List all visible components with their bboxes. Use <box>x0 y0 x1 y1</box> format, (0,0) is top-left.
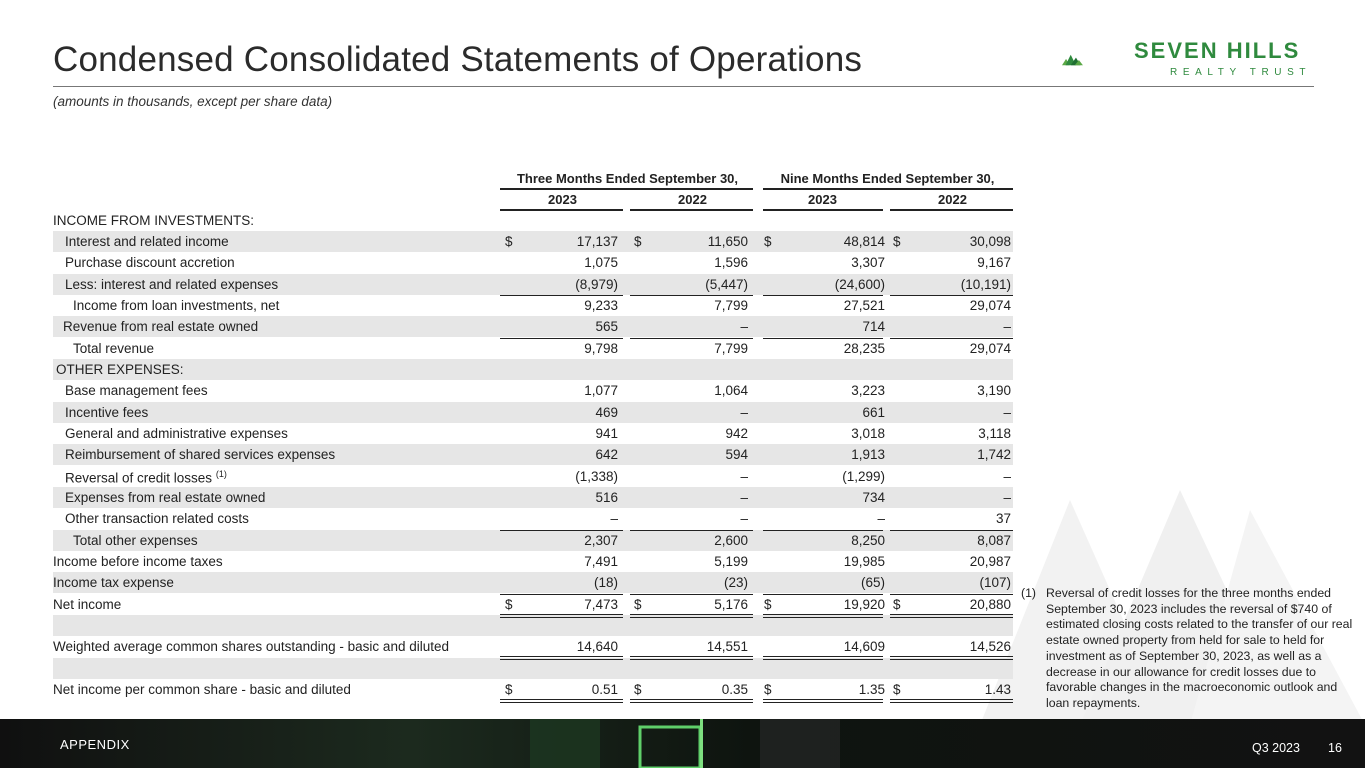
value-cell: 9,798 <box>584 341 618 356</box>
subtotal-rule <box>630 530 753 531</box>
value-cell: (1,338) <box>575 469 618 484</box>
dollar-sign: $ <box>893 597 901 612</box>
row-label: Income before income taxes <box>53 554 223 569</box>
value-cell: 19,920 <box>843 597 885 612</box>
table-row-spacer <box>53 615 1013 636</box>
double-rule <box>890 614 1013 615</box>
double-rule <box>630 614 753 615</box>
value-cell: 3,190 <box>977 383 1011 398</box>
row-label: OTHER EXPENSES: <box>56 362 184 377</box>
table-row <box>53 551 1013 572</box>
footnote-ref: (1) <box>215 469 227 479</box>
dollar-sign: $ <box>634 597 642 612</box>
footer-quarter: Q3 2023 <box>1252 741 1300 755</box>
double-rule <box>890 699 1013 700</box>
double-rule <box>500 699 623 700</box>
value-cell: 2,307 <box>584 533 618 548</box>
value-cell: 5,199 <box>714 554 748 569</box>
double-rule <box>630 659 753 660</box>
value-cell: 1,075 <box>584 255 618 270</box>
row-label: Total other expenses <box>73 533 198 548</box>
value-cell: 7,799 <box>714 341 748 356</box>
row-label: General and administrative expenses <box>65 426 288 441</box>
page-title: Condensed Consolidated Statements of Operations <box>53 40 863 79</box>
value-cell: (1,299) <box>842 469 885 484</box>
value-cell: 3,307 <box>851 255 885 270</box>
table-row <box>53 466 1013 487</box>
value-cell: (10,191) <box>960 277 1011 292</box>
title-rule <box>53 86 1314 87</box>
value-cell: 1.35 <box>858 682 885 697</box>
double-rule <box>630 617 753 618</box>
row-label: Revenue from real estate owned <box>63 319 259 334</box>
value-cell: 37 <box>995 511 1011 526</box>
value-cell: 941 <box>595 426 618 441</box>
dollar-sign: $ <box>893 234 901 249</box>
table-row <box>53 231 1013 252</box>
value-cell: 29,074 <box>969 298 1011 313</box>
value-cell: – <box>1003 319 1011 334</box>
value-cell: (65) <box>860 575 885 590</box>
value-cell: 516 <box>595 490 618 505</box>
table-row <box>53 295 1013 316</box>
row-label: Income tax expense <box>53 575 174 590</box>
row-label-text: Reversal of credit losses <box>65 470 213 486</box>
value-cell: 7,799 <box>714 298 748 313</box>
double-rule <box>500 617 623 618</box>
subtotal-rule <box>630 594 753 595</box>
value-cell: 9,167 <box>977 255 1011 270</box>
double-rule <box>763 699 883 700</box>
row-label: INCOME FROM INVESTMENTS: <box>53 213 255 228</box>
header-year-1: 2023 <box>548 192 577 207</box>
value-cell: 28,235 <box>843 341 885 356</box>
value-cell: 17,137 <box>576 234 618 249</box>
value-cell: – <box>1003 490 1011 505</box>
subtotal-rule <box>500 594 623 595</box>
row-label: Expenses from real estate owned <box>65 490 266 505</box>
table-row <box>53 508 1013 529</box>
value-cell: – <box>1003 405 1011 420</box>
value-cell: 642 <box>595 447 618 462</box>
double-rule <box>500 702 623 703</box>
row-label: Income from loan investments, net <box>73 298 280 313</box>
seven-hills-logo-icon <box>1062 38 1137 82</box>
value-cell: 0.51 <box>591 682 618 697</box>
double-rule <box>890 656 1013 657</box>
value-cell: – <box>610 511 618 526</box>
double-rule <box>890 702 1013 703</box>
value-cell: – <box>740 319 748 334</box>
double-rule <box>500 659 623 660</box>
subtotal-rule <box>890 295 1013 296</box>
row-label: Less: interest and related expenses <box>65 277 279 292</box>
logo-subtitle: REALTY TRUST <box>1170 67 1312 78</box>
subtotal-rule <box>890 338 1013 339</box>
dollar-sign: $ <box>764 682 772 697</box>
value-cell: – <box>877 511 885 526</box>
subtotal-rule <box>630 338 753 339</box>
value-cell: (8,979) <box>575 277 618 292</box>
row-label: Reimbursement of shared services expenses <box>65 447 336 462</box>
double-rule <box>500 614 623 615</box>
page-subtitle: (amounts in thousands, except per share data) <box>53 94 333 109</box>
double-rule <box>500 656 623 657</box>
table-row <box>53 530 1013 551</box>
value-cell: – <box>740 490 748 505</box>
footnote-text: Reversal of credit losses for the three months ended September 30, 2023 includes the reversal of $740 of estimated closing costs related to the transfer of our real estate owned property from held for sale to held for investment as of September 30, 2023, as well as a decrease in our allowance for credit losses due to favorable changes in the macroeconomic outlook and loan repayments. <box>1046 586 1353 710</box>
subtotal-rule <box>890 530 1013 531</box>
row-label: Interest and related income <box>65 234 229 249</box>
value-cell: 714 <box>862 319 885 334</box>
value-cell: 14,526 <box>969 639 1011 654</box>
footer-page-number: 16 <box>1328 741 1342 755</box>
table-row <box>53 359 1013 380</box>
value-cell: 27,521 <box>843 298 885 313</box>
table-row <box>53 380 1013 401</box>
value-cell: 19,985 <box>843 554 885 569</box>
value-cell: 7,473 <box>584 597 618 612</box>
value-cell: 734 <box>862 490 885 505</box>
header-year-3: 2023 <box>808 192 837 207</box>
dollar-sign: $ <box>505 597 513 612</box>
value-cell: 20,987 <box>969 554 1011 569</box>
value-cell: 29,074 <box>969 341 1011 356</box>
value-cell: 14,551 <box>706 639 748 654</box>
dollar-sign: $ <box>634 682 642 697</box>
value-cell: 7,491 <box>584 554 618 569</box>
subtotal-rule <box>890 594 1013 595</box>
value-cell: 594 <box>725 447 748 462</box>
row-label: Weighted average common shares outstanding - basic and diluted <box>53 639 449 654</box>
value-cell: 30,098 <box>969 234 1011 249</box>
value-cell: – <box>1003 469 1011 484</box>
value-cell: 942 <box>725 426 748 441</box>
subtotal-rule <box>500 530 623 531</box>
dollar-sign: $ <box>764 234 772 249</box>
footer-bar <box>0 719 1365 768</box>
row-label: Purchase discount accretion <box>65 255 235 270</box>
table-row <box>53 444 1013 465</box>
value-cell: 2,600 <box>714 533 748 548</box>
row-label: Net income per common share - basic and diluted <box>53 682 351 697</box>
header-nine-months-rule <box>763 188 1013 190</box>
dollar-sign: $ <box>505 234 513 249</box>
value-cell: 565 <box>595 319 618 334</box>
table-row <box>53 252 1013 273</box>
footnote <box>1021 586 1361 712</box>
value-cell: 8,087 <box>977 533 1011 548</box>
value-cell: (23) <box>723 575 748 590</box>
subtotal-rule <box>763 295 883 296</box>
double-rule <box>763 614 883 615</box>
value-cell: (24,600) <box>834 277 885 292</box>
double-rule <box>630 699 753 700</box>
table-row <box>53 572 1013 593</box>
dollar-sign: $ <box>893 682 901 697</box>
row-label: Net income <box>53 597 122 612</box>
table-row <box>53 210 1013 231</box>
value-cell: 1,064 <box>714 383 748 398</box>
double-rule <box>763 659 883 660</box>
double-rule <box>763 702 883 703</box>
header-nine-months: Nine Months Ended September 30, <box>780 171 995 186</box>
table-row <box>53 338 1013 359</box>
value-cell: 14,640 <box>576 639 618 654</box>
value-cell: 1.43 <box>984 682 1011 697</box>
value-cell: 14,609 <box>843 639 885 654</box>
subtotal-rule <box>763 530 883 531</box>
logo-name: SEVEN HILLS <box>1134 38 1301 63</box>
value-cell: 48,814 <box>843 234 885 249</box>
value-cell: (18) <box>593 575 618 590</box>
table-row <box>53 274 1013 295</box>
value-cell: 8,250 <box>851 533 885 548</box>
value-cell: 0.35 <box>721 682 748 697</box>
subtotal-rule <box>763 594 883 595</box>
subtotal-rule <box>500 295 623 296</box>
table-row-spacer <box>53 658 1013 679</box>
double-rule <box>763 617 883 618</box>
value-cell: 9,233 <box>584 298 618 313</box>
table-row <box>53 316 1013 337</box>
dollar-sign: $ <box>634 234 642 249</box>
value-cell: 11,650 <box>707 234 748 249</box>
value-cell: 3,223 <box>851 383 885 398</box>
double-rule <box>630 702 753 703</box>
row-label: Incentive fees <box>65 405 149 420</box>
header-three-months-rule <box>500 188 753 190</box>
dollar-sign: $ <box>764 597 772 612</box>
footnote-number: (1) <box>1021 586 1037 600</box>
subtotal-rule <box>630 295 753 296</box>
table-row <box>53 636 1013 657</box>
table-row <box>53 423 1013 444</box>
header-three-months: Three Months Ended September 30, <box>516 171 739 186</box>
double-rule <box>763 656 883 657</box>
table-row <box>53 402 1013 423</box>
value-cell: – <box>740 405 748 420</box>
value-cell: 1,742 <box>977 447 1011 462</box>
value-cell: 20,880 <box>969 597 1011 612</box>
double-rule <box>630 656 753 657</box>
double-rule <box>890 659 1013 660</box>
value-cell: 1,077 <box>584 383 618 398</box>
value-cell: – <box>740 511 748 526</box>
subtotal-rule <box>763 338 883 339</box>
value-cell: (5,447) <box>705 277 748 292</box>
value-cell: 5,176 <box>714 597 748 612</box>
value-cell: 469 <box>595 405 618 420</box>
value-cell: 1,596 <box>714 255 748 270</box>
table-row <box>53 679 1013 700</box>
row-label: Other transaction related costs <box>65 511 249 526</box>
value-cell: 3,118 <box>978 426 1011 441</box>
value-cell: 661 <box>862 405 885 420</box>
table-row <box>53 487 1013 508</box>
value-cell: (107) <box>979 575 1011 590</box>
header-year-4: 2022 <box>938 192 967 207</box>
row-label: Total revenue <box>73 341 155 356</box>
double-rule <box>890 617 1013 618</box>
header-year-2: 2022 <box>678 192 707 207</box>
subtotal-rule <box>500 338 623 339</box>
value-cell: 1,913 <box>851 447 885 462</box>
footer-background-icon <box>0 719 1365 768</box>
dollar-sign: $ <box>505 682 513 697</box>
value-cell: – <box>740 469 748 484</box>
value-cell: 3,018 <box>851 426 885 441</box>
row-label <box>65 469 227 486</box>
table-row <box>53 594 1013 615</box>
row-label: Base management fees <box>65 383 208 398</box>
footer-section-label: APPENDIX <box>60 737 130 752</box>
